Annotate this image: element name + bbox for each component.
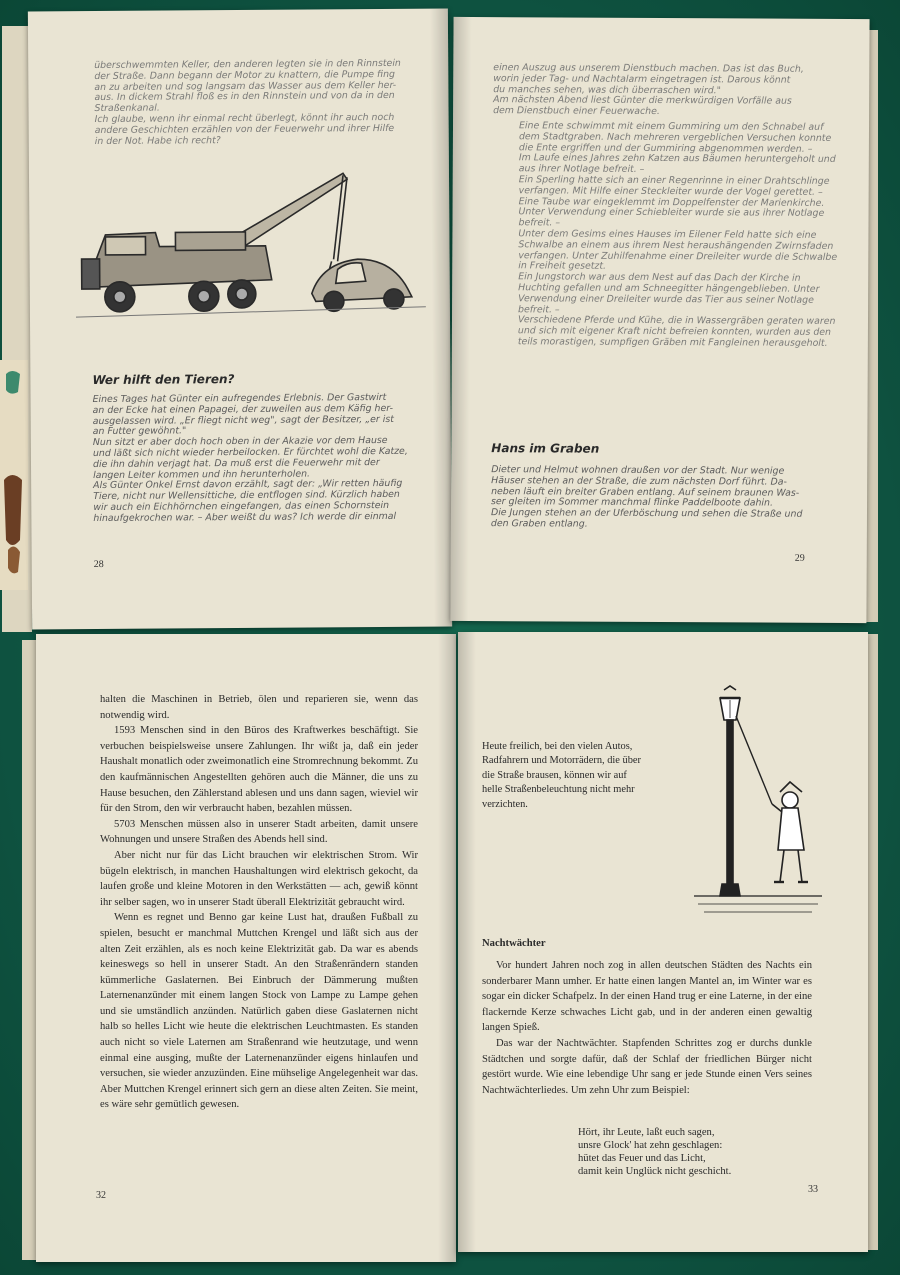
log-entry: Verschiedene Pferde und Kühe, die in Wassergräben geraten waren und sich mit eigener Kraft nicht befreien konnten, wurden aus den teils morastigen, sumpfigen Gräben mit Fangleinen herausgeholt. (517, 314, 836, 349)
page-29-entries (518, 121, 843, 349)
page-29-body (491, 465, 843, 532)
verse-line: hütet das Feuer und das Licht, (578, 1153, 706, 1164)
text-line: worin jeder Tag- und Nachtalarm eingetragen ist. Darous könnt (493, 72, 791, 86)
crane-truck-illustration (75, 169, 426, 331)
text-line: helle Straßenbeleuchtung nicht mehr (482, 784, 635, 796)
text-line: ser gleiten im Sommer manchmal flinke Paddelboote dahin. (491, 496, 773, 509)
bottom-book (0, 630, 900, 1275)
caption (482, 740, 722, 812)
page-number: 33 (808, 1184, 818, 1195)
text-line: wir auch ein Eichhörnchen eingefangen, das einen Schornstein (93, 499, 390, 513)
text-line: Als Günter Onkel Ernst davon erzählt, sagt der: „Wir retten häufig (93, 478, 403, 492)
page-number: 28 (93, 558, 104, 571)
paragraph: halten die Maschinen in Betrieb, ölen und reparieren sie, wenn das notwendig wird. (100, 694, 418, 721)
text-line: an Futter gewöhnt." (92, 425, 187, 438)
page-28 (28, 9, 452, 630)
log-entry: Im Laufe eines Jahres zehn Katzen aus Bäumen heruntergeholt und aus ihrer Notlage befreit. – (518, 152, 836, 176)
page-32-body (100, 692, 418, 1113)
lamplighter-illustration (694, 684, 822, 920)
text-line: aus. In dickem Strahl floß es in den Rinnstein und von da in den (94, 90, 395, 104)
text-line: an zu arbeiten und sog langsam das Wasser aus dem Keller her- (94, 79, 397, 93)
log-entry: Ein Sperling hatte sich an einer Regenrinne in einer Drahtschlinge verfangen. Mit Hilfe einer Steckleiter wurde der Vogel gerettet. – (518, 174, 830, 198)
paragraph: 1593 Menschen sind in den Büros des Kraftwerkes beschäftigt. Sie verbuchen beispielsweise unsere Zahlungen. Ihr wißt ja, daß ein jeder Haushalt monatlich oder zweimonatlich eine Stromrechnung bekommt. Zu den kaufmännischen Angestellten gehören auch die Männer, die uns zu Hause besuchen, den Zählerstand ablesen und uns dann sagen, wieviel wir für den Strom, den wir verbraucht haben, bezahlen müssen. (100, 725, 418, 815)
text-line: Am nächsten Abend liest Günter die merkwürdigen Vorfälle aus (493, 94, 792, 108)
section-heading: Hans im Graben (491, 441, 600, 456)
text-line: der Straße. Dann begann der Motor zu knattern, die Pumpe fing (94, 68, 395, 82)
text-line: in der Not. Habe ich recht? (94, 134, 221, 147)
text-line: du manches sehen, was dich überraschen wird." (493, 83, 721, 96)
text-line: Häuser stehen an der Straße, die zum nächsten Dorf führt. Da- (491, 474, 787, 488)
paragraph: Das war der Nachtwächter. Stapfenden Schrittes zog er durchs dunkle Städtchen und sorgte dafür, daß der Schlaf der friedlichen Bürger nicht gestört wurde. Wie eine lebendige Uhr sang er jede Stunde einen Vers seines Nachtwächterliedes. Um zehn Uhr zum Beispiel: (482, 1037, 812, 1096)
text-line: überschwemmten Keller, den anderen legten sie in den Rinnstein (94, 57, 401, 72)
text-line: Tiere, nicht nur Wellensittiche, die entflogen sind. Kürzlich haben (93, 489, 400, 503)
log-entry: Ein Jungstorch war aus dem Nest auf das Dach der Kirche in Huchting gefallen und am Schneegitter hängengeblieben. Unter Verwendung einer Dreileiter wurde das Tier aus seiner Notlage befreit. – (518, 271, 820, 316)
page-33 (458, 632, 868, 1252)
text-line: und läßt sich nicht wieder herbeilocken. Er fürchtet wohl die Katze, (92, 445, 408, 460)
text-line: einen Auszug aus unserem Dienstbuch machen. Das ist das Buch, (493, 62, 804, 75)
verse (578, 1126, 808, 1178)
verse-line: damit kein Unglück nicht geschicht. (578, 1166, 732, 1177)
text-line: verzichten. (482, 798, 528, 810)
text-line: hinaufgekrochen war. – Aber weißt du was? Ich werde dir einmal (93, 510, 397, 524)
underlying-book-illustration (0, 360, 28, 590)
text-line: langen Leiter kommen und ihn herunterholen. (93, 468, 311, 481)
text-line: ausgelassen wird. „Er fliegt nicht weg", sagt der Besitzer, „er ist (92, 413, 394, 427)
text-line: Die Jungen stehen an der Uferböschung und sehen die Straße und (490, 507, 803, 520)
page-number: 32 (96, 1190, 106, 1201)
paragraph: 5703 Menschen müssen also in unserer Stadt arbeiten, damit unsere Wohnungen und unsere Straßen des Abends hell sind. (100, 818, 418, 846)
log-entry: Unter dem Gesims eines Hauses im Eilener Feld hatte sich eine Schwalbe an einem aus ihrem Nest heraushängenden Zwirnsfaden verfangen. Unter Zuhilfenahme einer Dreileiter wurde die Schwalbe in Freiheit gesetzt. (518, 228, 838, 273)
log-entry: Eine Taube war eingeklemmt im Doppelfenster der Marienkirche. Unter Verwendung einer Schiebleiter wurde sie aus ihrer Notlage befreit. – (518, 195, 825, 229)
log-entry: Eine Ente schwimmt mit einem Gummiring um den Schnabel auf dem Stadtgraben. Nach mehreren vergeblichen Versuchen konnte die Ente ergriffen und der Gummiring abgenommen werden. – (518, 120, 832, 155)
text-line: die Straße brausen, können wir auf (482, 769, 627, 781)
text-line: Ich glaube, wenn ihr einmal recht überlegt, könnt ihr auch noch (94, 111, 395, 125)
text-line: Eines Tages hat Günter ein aufregendes Erlebnis. Der Gastwirt (92, 391, 387, 406)
page-29-intro (493, 63, 843, 119)
paragraph: Vor hundert Jahren noch zog in allen deutschen Städten des Nachts ein sonderbarer Mann umher. Er hatte einen langen Mantel an, im Winter war es sogar ein dicker Schafpelz. In der einen Hand trug er eine Laterne, in der eine flackernde Kerze schwaches Licht gab, und in der anderen einen gewaltig langen Spieß. (482, 960, 812, 1034)
verse-line: unsre Glock' hat zehn geschlagen: (578, 1140, 723, 1151)
text-line: Dieter und Helmut wohnen draußen vor der Stadt. Nur wenige (491, 464, 785, 477)
page-28-body (93, 393, 442, 525)
text-line: Radfahrern und Motorrädern, die über (482, 755, 641, 767)
text-line: den Graben entlang. (490, 518, 588, 530)
page-33-body (482, 958, 812, 1098)
text-line: Nun sitzt er aber doch hoch oben in der Akazie vor dem Hause (92, 435, 388, 449)
text-line: Heute freilich, bei den vielen Autos, (482, 741, 633, 752)
page-number: 29 (794, 552, 805, 564)
section-heading: Nachtwächter (482, 938, 546, 949)
page-32 (36, 634, 456, 1262)
text-line: Straßenkanal. (94, 102, 160, 115)
page-29 (450, 17, 869, 623)
section-heading: Wer hilft den Tieren? (92, 372, 235, 388)
verse-line: Hört, ihr Leute, laßt euch sagen, (578, 1127, 715, 1138)
text-line: an der Ecke hat einen Papagei, der zuweilen aus dem Käfig her- (92, 402, 393, 416)
paragraph: Aber nicht nur für das Licht brauchen wir elektrischen Strom. Wir bügeln elektrisch, in manchen Haushaltungen wird elektrisch gekocht, da laufen große und kleine Motoren in den Werkstätten — ach, gewiß könnt ihr selber sagen, wo in unserer Stadt überall Elektrizität gebraucht wird. (100, 849, 418, 908)
text-line: andere Geschichten erzählen von der Feuerwehr und ihrer Hilfe (94, 122, 395, 136)
text-line: neben läuft ein breiter Graben entlang. Auf seinem braunen Was- (491, 485, 800, 499)
text-line: dem Dienstbuch einer Feuerwache. (493, 105, 660, 118)
paragraph: Wenn es regnet und Benno gar keine Lust hat, draußen Fußball zu spielen, besucht er manchmal Muttchen Krengel und läßt sich aus der alten Zeit erzählen, als es noch keine Elektrizität gab. Da war es abends keineswegs so hell in unserer Stadt. An den Straßenrändern standen kümmerliche Gaslaternen. Bei Einbruch der Dämmerung mußten Laternenanzünder mit einem langen Stock von Lampe zu Lampe gehen und sie umständlich anzünden. Natürlich gaben diese Gaslaternen nicht halb so helles Licht wie heute die elektrischen Leuchtmasten. Es standen auch nicht so viele Laternen am Straßenrand wie heutzutage, und wenn einmal eine ausging, mußte der Laternenanzünder eigens hinlaufen und versuchen, sie wieder anzuzünden. Eine mühselige Angelegenheit war das. Aber Muttchen Krengel erinnert sich gern an diese alten Zeiten. Sie meint, es wäre sehr gemütlich gewesen. (100, 912, 418, 1111)
text-line: die ihn dahin verjagt hat. Da muß erst die Feuerwehr mit der (92, 456, 380, 470)
page-28-intro (94, 59, 435, 148)
